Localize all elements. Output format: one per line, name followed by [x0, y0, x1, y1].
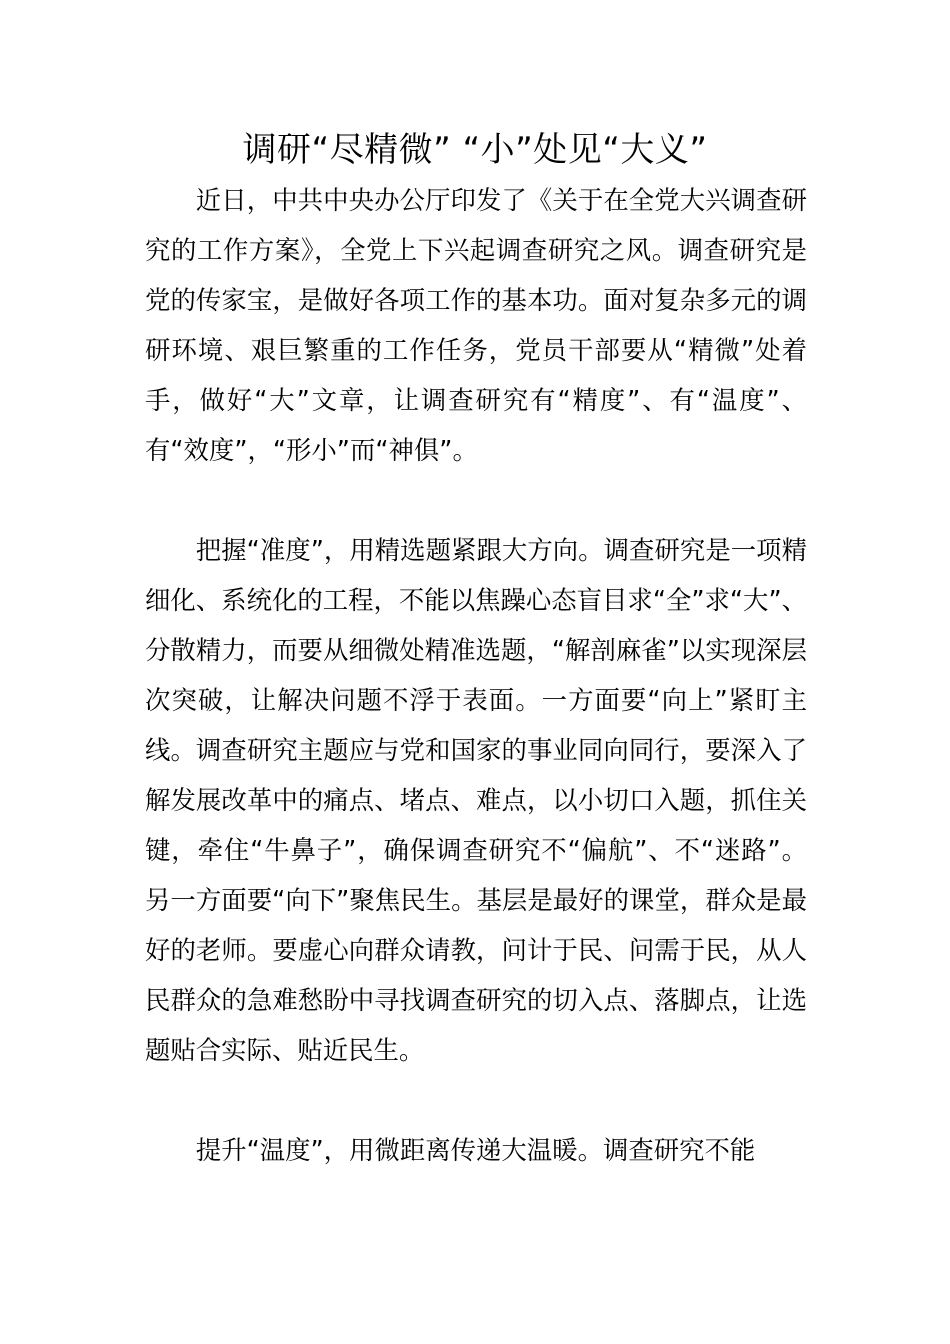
document-title: 调研“尽精微” “小”处见“大义”	[242, 130, 708, 170]
paragraph-spacer	[145, 1075, 807, 1125]
paragraph-spacer	[145, 475, 807, 525]
document-body	[145, 175, 807, 1175]
paragraph-accuracy: 把握“准度”，用精选题紧跟大方向。调查研究是一项精细化、系统化的工程，不能以焦躁心态盲目求“全”求“大”、分散精力，而要从细微处精准选题，“解剖麻雀”以实现深层次突破，让解决问题不浮于表面。一方面要“向上”紧盯主线。调查研究主题应与党和国家的事业同向同行，要深入了解发展改革中的痛点、堵点、难点，以小切口入题，抓住关键，牵住“牛鼻子”，确保调查研究不“偏航”、不“迷路”。另一方面要“向下”聚焦民生。基层是最好的课堂，群众是最好的老师。要虚心向群众请教，问计于民、问需于民，从人民群众的急难愁盼中寻找调查研究的切入点、落脚点，让选题贴合实际、贴近民生。	[145, 535, 807, 1065]
paragraph-intro: 近日，中共中央办公厅印发了《关于在全党大兴调查研究的工作方案》，全党上下兴起调查研究之风。调查研究是党的传家宝，是做好各项工作的基本功。面对复杂多元的调研环境、艰巨繁重的工作任务，党员干部要从“精微”处着手，做好“大”文章，让调查研究有“精度”、有“温度”、有“效度”，“形小”而“神俱”。	[145, 185, 807, 465]
paragraph-warmth: 提升“温度”，用微距离传递大温暖。调查研究不能	[195, 1135, 756, 1165]
